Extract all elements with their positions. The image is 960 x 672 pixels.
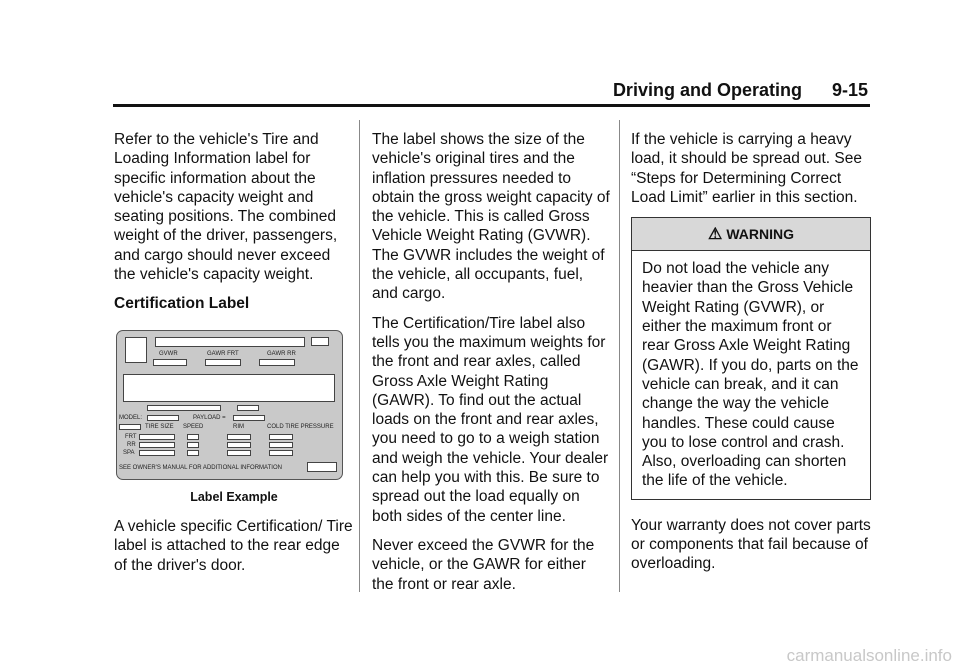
never-exceed-paragraph: Never exceed the GVWR for the vehicle, or the GAWR for either the front or rear axle. bbox=[372, 536, 595, 593]
warning-header bbox=[632, 218, 870, 251]
label-corner-box bbox=[125, 337, 147, 363]
frt-rim-field bbox=[227, 434, 251, 440]
column-2 bbox=[372, 130, 610, 604]
gvwr-paragraph: The label shows the size of the vehicle's original tires and the inflation pressures needed to obtain the gross weight capacity of the vehicle. This is called Gross Vehicle Weight Rating (GVWR). The GVWR includes the weight of the vehicle, all occupants, fuel, and cargo. bbox=[372, 131, 610, 303]
gvwr-field bbox=[153, 359, 187, 366]
label-top-field bbox=[155, 337, 305, 347]
frt-pressure-field bbox=[269, 434, 293, 440]
label-mid-small-field bbox=[237, 405, 259, 411]
gvwr-text: GVWR bbox=[159, 350, 178, 357]
warning-box bbox=[631, 217, 871, 500]
gawr-frt-field bbox=[205, 359, 241, 366]
warranty-paragraph: Your warranty does not cover parts or components that fail because of overloading. bbox=[631, 516, 871, 573]
label-barcode-field bbox=[307, 462, 337, 472]
spa-rim-field bbox=[227, 450, 251, 456]
watermark: carmanualsonline.info bbox=[786, 646, 952, 665]
payload-field bbox=[233, 415, 265, 421]
label-mid-field bbox=[147, 405, 221, 411]
column-1 bbox=[114, 130, 354, 585]
page-number: 9-15 bbox=[831, 80, 868, 100]
spa-tire-size-field bbox=[139, 450, 175, 456]
gawr-rr-text: GAWR RR bbox=[267, 350, 296, 357]
section-title: Driving and Operating bbox=[612, 80, 802, 100]
speed-text: SPEED bbox=[183, 423, 204, 430]
header-rule bbox=[113, 104, 870, 107]
frt-speed-field bbox=[187, 434, 199, 440]
payload-text: PAYLOAD = bbox=[193, 414, 226, 421]
cold-tire-pressure-text: COLD TIRE PRESSURE bbox=[267, 423, 334, 430]
label-large-field bbox=[123, 374, 335, 402]
tire-prefix-field bbox=[119, 424, 141, 430]
model-field bbox=[147, 415, 179, 421]
frt-text: FRT bbox=[125, 433, 137, 440]
certification-label-figure bbox=[116, 330, 343, 480]
spa-text: SPA bbox=[123, 449, 135, 456]
certification-label-heading: Certification Label bbox=[114, 295, 250, 313]
column-divider-1 bbox=[359, 120, 360, 592]
spa-speed-field bbox=[187, 450, 199, 456]
tire-size-text: TIRE SIZE bbox=[145, 423, 174, 430]
rr-tire-size-field bbox=[139, 442, 175, 448]
rr-text: RR bbox=[127, 441, 136, 448]
warning-title: WARNING bbox=[726, 226, 794, 243]
label-location-paragraph: A vehicle specific Certification/ Tire label is attached to the rear edge of the driver's door. bbox=[114, 517, 353, 574]
heavy-load-paragraph: If the vehicle is carrying a heavy load, it should be spread out. See “Steps for Determining Correct Load Limit” earlier in this section. bbox=[631, 131, 862, 206]
column-divider-2 bbox=[619, 120, 620, 592]
gawr-paragraph: The Certification/Tire label also tells you the maximum weights for the front and rear axles, called Gross Axle Weight Rating (GAWR). To find out the actual loads on the front and rear axles, you need to go to a weigh station and weigh the vehicle. Your dealer can help you with this. Be sure to spread out the load equally on both sides of the center line. bbox=[372, 314, 609, 525]
rr-speed-field bbox=[187, 442, 199, 448]
model-text: MODEL: bbox=[119, 414, 143, 421]
see-manual-text: SEE OWNER'S MANUAL FOR ADDITIONAL INFORMATION bbox=[119, 464, 282, 471]
label-top-small-field bbox=[311, 337, 329, 346]
warning-text: Do not load the vehicle any heavier than the Gross Vehicle Weight Rating (GVWR), or either the maximum front or rear Gross Axle Weight Rating (GAWR). If you do, parts on the vehicle can break, and it can change the way the vehicle handles. These could cause you to lose control and crash. Also, overloading can shorten the life of the vehicle. bbox=[642, 260, 859, 490]
gawr-rr-field bbox=[259, 359, 295, 366]
page-header bbox=[0, 80, 868, 104]
rr-rim-field bbox=[227, 442, 251, 448]
warning-icon: ⚠ bbox=[707, 226, 723, 244]
spa-pressure-field bbox=[269, 450, 293, 456]
figure-caption: Label Example bbox=[190, 489, 278, 504]
column-3 bbox=[631, 130, 871, 584]
gawr-frt-text: GAWR FRT bbox=[207, 350, 239, 357]
intro-paragraph: Refer to the vehicle's Tire and Loading Information label for specific information about the vehicle's capacity weight and seating positions. The combined weight of the driver, passengers, and cargo should never exceed the vehicle's capacity weight. bbox=[114, 131, 338, 284]
frt-tire-size-field bbox=[139, 434, 175, 440]
rr-pressure-field bbox=[269, 442, 293, 448]
rim-text: RIM bbox=[233, 423, 244, 430]
